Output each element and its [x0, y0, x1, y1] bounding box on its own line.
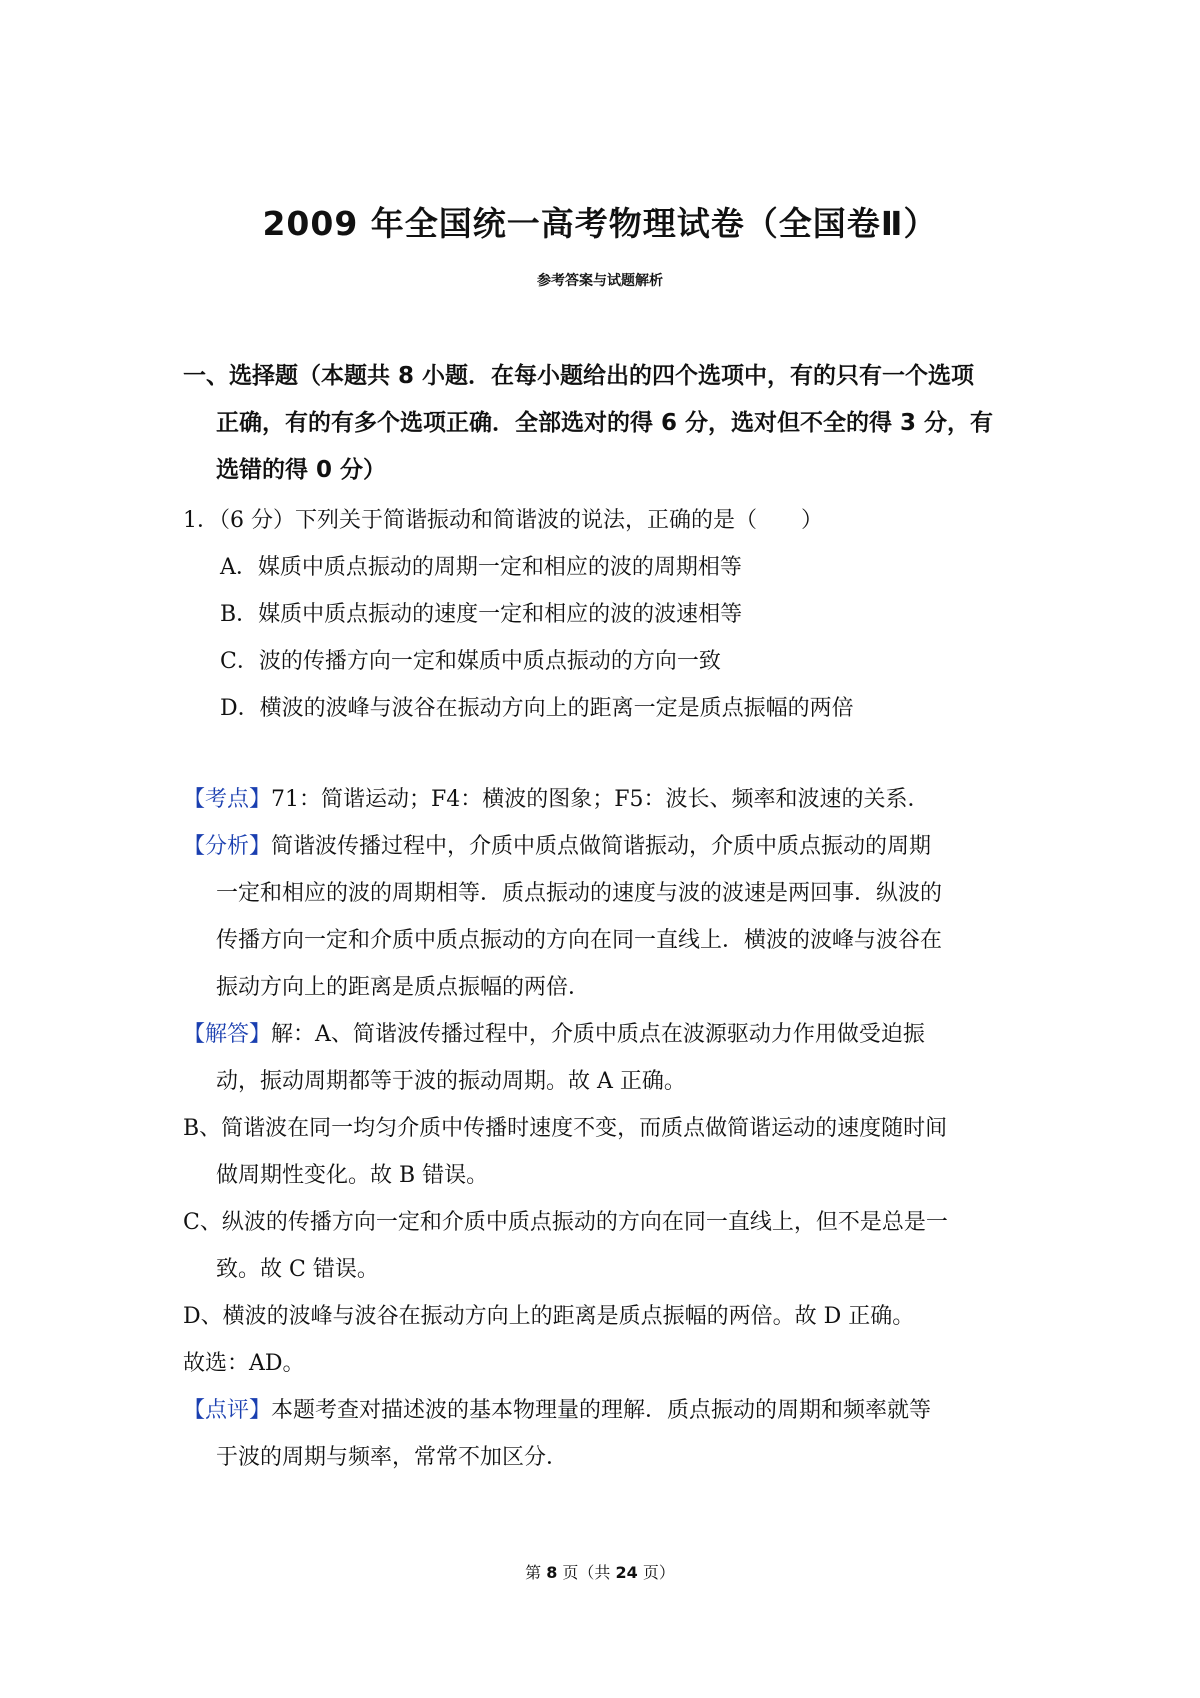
section-heading-line: 选错的得 0 分） [216, 457, 387, 483]
explanation-d: D、横波的波峰与波谷在振动方向上的距离是质点振幅的两倍。故 D 正确。 [183, 1304, 915, 1329]
fenxi-text: 传播方向一定和介质中质点振动的方向在同一直线上．横波的波峰与波谷在 [216, 928, 943, 953]
question-stem: 1．（6 分）下列关于简谐振动和简谐波的说法，正确的是（ ） [183, 508, 823, 533]
option-b: B．媒质中质点振动的速度一定和相应的波的波速相等 [220, 602, 743, 627]
option-c: C．波的传播方向一定和媒质中质点振动的方向一致 [220, 649, 721, 674]
footer-page-number: 8 [546, 1563, 558, 1582]
analysis-block [183, 776, 1033, 1481]
explanation-c: C、纵波的传播方向一定和介质中质点振动的方向在同一直线上，但不是总是一 [183, 1210, 948, 1235]
footer-prefix: 第 [525, 1563, 542, 1582]
kaodian-text: 71：简谐运动；F4：横波的图象；F5：波长、频率和波速的关系． [271, 787, 930, 812]
dianping-text: 本题考查对描述波的基本物理量的理解．质点振动的周期和频率就等 [271, 1398, 932, 1423]
kaodian-tag: 【考点】 [183, 787, 272, 812]
option-d: D．横波的波峰与波谷在振动方向上的距离一定是质点振幅的两倍 [220, 696, 854, 721]
jieda-text: 解：A、简谐波传播过程中，介质中质点在波源驱动力作用做受迫振 [271, 1022, 925, 1047]
fenxi-text: 振动方向上的距离是质点振幅的两倍． [216, 975, 591, 1000]
explanation-b: 做周期性变化。故 B 错误。 [216, 1163, 489, 1188]
option-a: A．媒质中质点振动的周期一定和相应的波的周期相等 [220, 555, 742, 580]
dianping-line [183, 1387, 1033, 1434]
fenxi-line [183, 823, 1033, 870]
fenxi-text: 一定和相应的波的周期相等．质点振动的速度与波的波速是两回事．纵波的 [216, 881, 943, 906]
dianping-tag: 【点评】 [183, 1398, 272, 1423]
explanation-c: 致。故 C 错误。 [216, 1257, 379, 1282]
fenxi-tag: 【分析】 [183, 834, 272, 859]
final-answer: 故选：AD。 [183, 1351, 305, 1376]
section-heading [183, 353, 1033, 494]
footer-suffix: 页） [642, 1563, 675, 1582]
jieda-tag: 【解答】 [183, 1022, 272, 1047]
kaodian-line [183, 776, 1033, 823]
fenxi-text: 简谐波传播过程中，介质中质点做简谐振动，介质中质点振动的周期 [271, 834, 932, 859]
jieda-line [183, 1011, 1033, 1058]
section-heading-line: 正确，有的有多个选项正确．全部选对的得 6 分，选对但不全的得 3 分，有 [216, 410, 994, 436]
jieda-text: 动，振动周期都等于波的振动周期。故 A 正确。 [216, 1069, 686, 1094]
page-footer [0, 1560, 1200, 1583]
page-title: 2009 年全国统一高考物理试卷（全国卷Ⅱ） [262, 204, 938, 243]
explanation-b: B、简谐波在同一均匀介质中传播时速度不变，而质点做简谐运动的速度随时间 [183, 1116, 948, 1141]
question-1 [183, 497, 1033, 732]
section-heading-line: 一、选择题（本题共 8 小题．在每小题给出的四个选项中，有的只有一个选项 [183, 363, 975, 389]
dianping-text: 于波的周期与频率，常常不加区分． [216, 1445, 569, 1470]
page-subtitle: 参考答案与试题解析 [537, 273, 663, 289]
footer-middle: 页（共 [562, 1563, 611, 1582]
footer-total-pages: 24 [615, 1563, 638, 1582]
